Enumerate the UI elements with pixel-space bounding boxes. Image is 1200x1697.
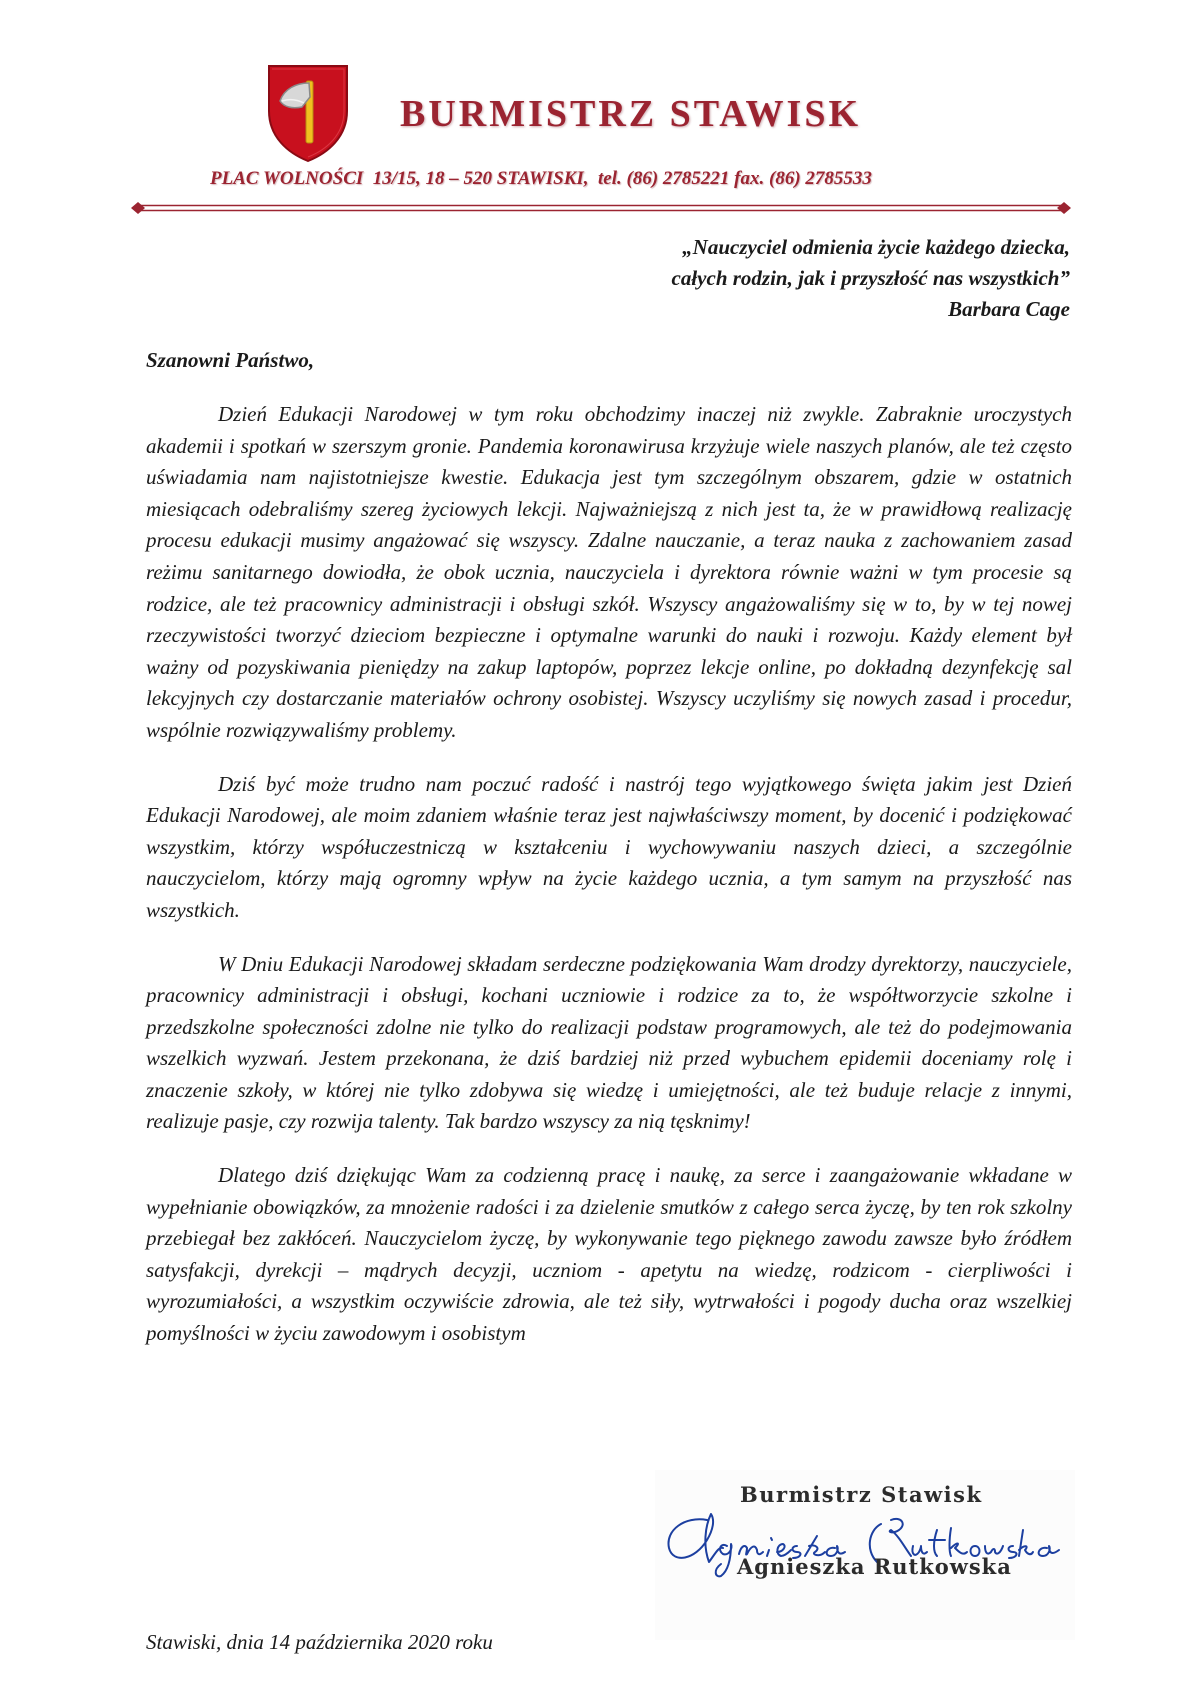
place-date: Stawiski, dnia 14 października 2020 roku bbox=[146, 1630, 493, 1654]
signature-title: Burmistrz Stawisk bbox=[740, 1482, 983, 1507]
motto-quote bbox=[370, 232, 1070, 325]
letter-paragraph: Dlatego dziś dziękując Wam za codzienną pracę i naukę, za serce i zaangażowanie wkładane w wypełnianie obowiązków, za mnożenie radości i za dzielenie smutków z całego serca życzę, by ten rok szkolny przebiegał bez zakłóceń. Nauczycielom życzę, by wykonywanie tego pięknego zawodu zawsze było źródłem satysfakcji, dyrekcji – mądrych decyzji, uczniom - apetytu na wiedzę, rodzicom - cierpliwości i wyrozumiałości, a wszystkim oczywiście zdrowia, ale też siły, wytrwałości i pogody ducha oraz wszelkiej pomyślności w życiu zawodowym i osobistym bbox=[146, 1163, 1072, 1346]
salutation: Szanowni Państwo, bbox=[146, 348, 315, 372]
signature-name: Agnieszka Rutkowska bbox=[737, 1554, 1012, 1579]
signature-stamp bbox=[655, 1470, 1075, 1640]
quote-line: „Nauczyciel odmienia życie każdego dziecka, bbox=[682, 235, 1070, 259]
letter-paragraph: W Dniu Edukacji Narodowej składam serdeczne podziękowania Wam drodzy dyrektorzy, nauczyciele, pracownicy administracji i obsługi, kochani uczniowie i rodzice za to, że współtworzycie szkolne i przedszkolne społeczności zdolne nie tylko do realizacji podstaw programowych, ale też do podejmowania wszelkich wyzwań. Jestem przekonana, że dziś bardziej niż przed wybuchem epidemii doceniamy rolę i znaczenie szkoły, w której nie tylko zdobywa się wiedzę i umiejętności, ale też buduje relacje z innymi, realizuje pasje, czy rozwija talenty. Tak bardzo wszyscy za nią tęsknimy! bbox=[146, 951, 1072, 1134]
letter-body bbox=[146, 399, 1072, 1372]
page-title: BURMISTRZ STAWISK bbox=[400, 93, 862, 135]
quote-line: całych rodzin, jak i przyszłość nas wszystkich” bbox=[671, 266, 1070, 290]
office-address: PLAC WOLNOŚCI 13/15, 18 – 520 STAWISKI, tel. (86) 2785221 fax. (86) 2785533 bbox=[210, 168, 872, 189]
quote-author: Barbara Cage bbox=[948, 297, 1070, 321]
header-divider bbox=[130, 199, 1072, 217]
letter-paragraph: Dziś być może trudno nam poczuć radość i nastrój tego wyjątkowego święta jakim jest Dzień Edukacji Narodowej, ale moim zdaniem właśnie teraz jest najwłaściwszy moment, by docenić i podziękować wszystkim, którzy współuczestniczą w kształceniu i wychowywaniu naszych dzieci, a szczególnie nauczycielom, którzy mają ogromny wpływ na życie każdego ucznia, a tym samym na przyszłość nas wszystkich. bbox=[146, 771, 1072, 922]
coat-of-arms-icon bbox=[266, 63, 350, 163]
letter-paragraph: Dzień Edukacji Narodowej w tym roku obchodzimy inaczej niż zwykle. Zabraknie uroczystych akademii i spotkań w szerszym gronie. Pandemia koronawirusa krzyżuje wiele naszych planów, ale też często uświadamia nam najistotniejsze kwestie. Edukacja jest tym szczególnym obszarem, gdzie w ostatnich miesiącach odebraliśmy szereg życiowych lekcji. Najważniejszą z nich jest ta, że w prawidłową realizację procesu edukacji musimy angażować się wszyscy. Zdalne nauczanie, a teraz nauka z zachowaniem zasad reżimu sanitarnego dowiodła, że obok ucznia, nauczyciela i dyrektora równie ważni w tym procesie są rodzice, ale też pracownicy administracji i obsługi szkół. Wszyscy angażowaliśmy się w to, by w tej nowej rzeczywistości tworzyć dzieciom bezpieczne i optymalne warunki do nauki i rozwoju. Każdy element był ważny od pozyskiwania pieniędzy na zakup laptopów, poprzez lekcje online, po dokładną dezynfekcję sal lekcyjnych czy dostarczanie materiałów ochrony osobistej. Wszyscy uczyliśmy się nowych zasad i procedur, wspólnie rozwiązywaliśmy problemy. bbox=[146, 402, 1072, 742]
